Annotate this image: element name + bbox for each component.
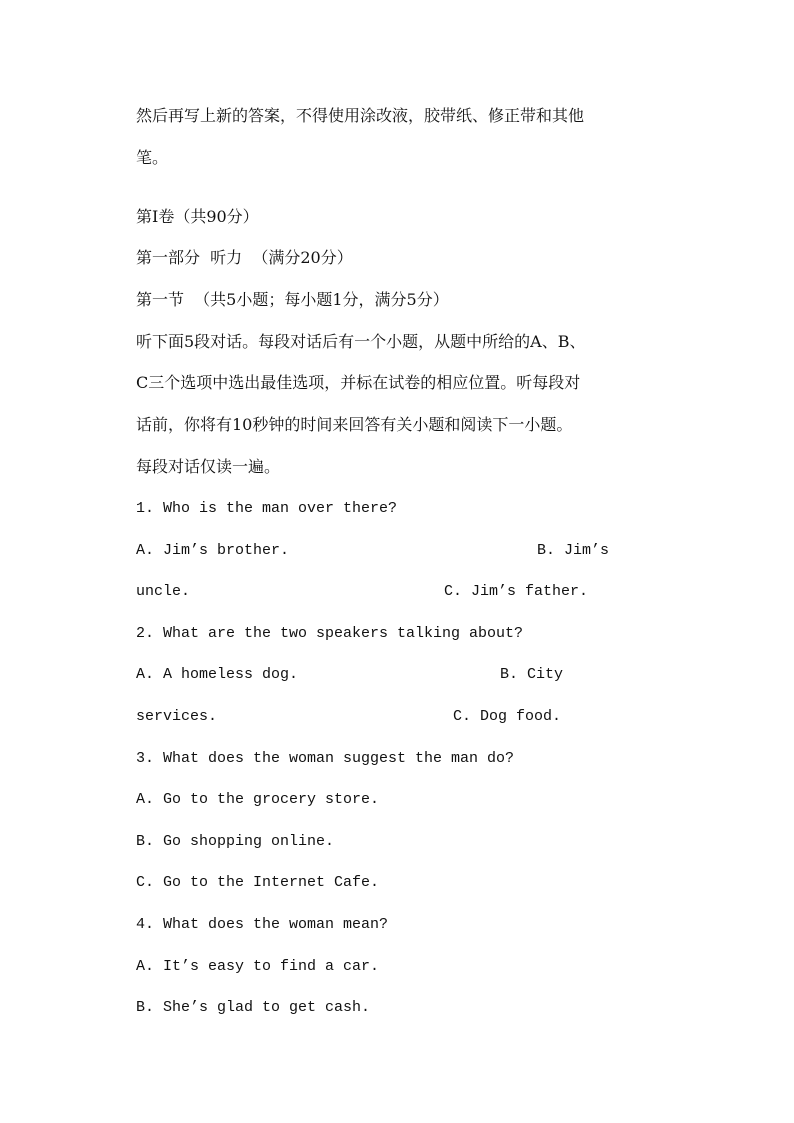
question-1-option-b-continued: uncle.	[136, 583, 191, 600]
question-2-option-a: A. A homeless dog.	[136, 666, 299, 683]
question-2-option-b-continued: services.	[136, 708, 218, 725]
question-4-option-a: A. It’s easy to find a car.	[136, 958, 380, 975]
subsection-heading: 第一节 （共5小题；每小题1分，满分5分）	[136, 290, 449, 309]
question-1-option-b: B. Jim’s	[537, 542, 610, 559]
question-2-stem: 2. What are the two speakers talking about?	[136, 625, 524, 642]
directions-line-1: 听下面5段对话。每段对话后有一个小题，从题中所给的A、B、	[136, 332, 586, 351]
instruction-line-1: 然后再写上新的答案，不得使用涂改液，胶带纸、修正带和其他	[136, 106, 585, 125]
question-1-option-c: C. Jim’s father.	[444, 583, 589, 600]
question-4-stem: 4. What does the woman mean?	[136, 916, 389, 933]
question-3-option-a: A. Go to the grocery store.	[136, 791, 380, 808]
question-1-option-a: A. Jim’s brother.	[136, 542, 290, 559]
question-3-stem: 3. What does the woman suggest the man do?	[136, 750, 515, 767]
directions-line-3: 话前，你将有10秒钟的时间来回答有关小题和阅读下一小题。	[136, 415, 573, 434]
question-2-option-b: B. City	[500, 666, 564, 683]
volume-heading: 第Ⅰ卷（共90分）	[136, 207, 259, 226]
question-3-option-c: C. Go to the Internet Cafe.	[136, 874, 380, 891]
part-heading: 第一部分 听力 （满分20分）	[136, 248, 353, 267]
question-2-option-c: C. Dog food.	[453, 708, 562, 725]
question-3-option-b: B. Go shopping online.	[136, 833, 335, 850]
instruction-line-2: 笔。	[136, 148, 169, 167]
directions-line-2: C三个选项中选出最佳选项，并标在试卷的相应位置。听每段对	[136, 373, 581, 392]
question-4-option-b: B. She’s glad to get cash.	[136, 999, 371, 1016]
directions-line-4: 每段对话仅读一遍。	[136, 457, 281, 476]
question-1-stem: 1. Who is the man over there?	[136, 500, 398, 517]
